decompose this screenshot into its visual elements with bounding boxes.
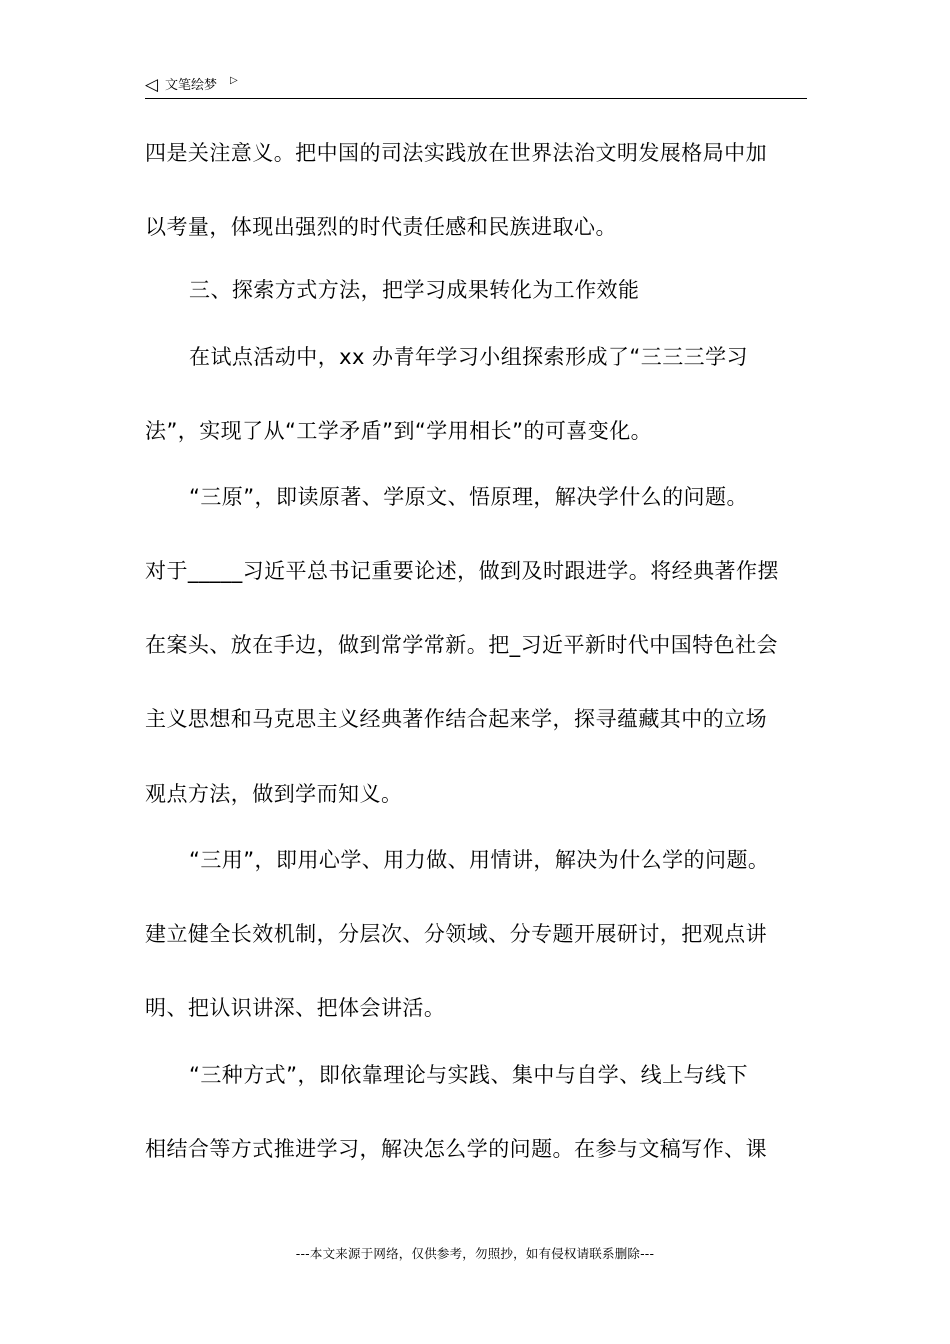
- text-line: 建立健全长效机制，分层次、分领域、分专题开展研讨，把观点讲: [145, 922, 768, 946]
- section-heading: 三、探索方式方法，把学习成果转化为工作效能: [189, 278, 640, 302]
- header-brand: 文笔绘梦: [165, 78, 218, 93]
- text-line: “三种方式”，即依靠理论与实践、集中与自学、线上与线下: [189, 1063, 748, 1087]
- text-line: 对于_____习近平总书记重要论述，做到及时跟进学。将经典著作摆: [145, 559, 779, 583]
- text-line: 相结合等方式推进学习，解决怎么学的问题。在参与文稿写作、课: [145, 1137, 768, 1161]
- left-triangle-icon: ◁: [145, 75, 159, 95]
- text-line: 四是关注意义。把中国的司法实践放在世界法治文明发展格局中加: [145, 141, 768, 165]
- page-header: [145, 74, 807, 98]
- text-line: 明、把认识讲深、把体会讲活。: [145, 996, 446, 1020]
- text-line: 法”，实现了从“工学矛盾”到“学用相长”的可喜变化。: [145, 419, 653, 443]
- text-line: 观点方法，做到学而知义。: [145, 782, 403, 806]
- header-divider: [145, 98, 807, 99]
- footer-disclaimer: ---本文来源于网络，仅供参考，勿照抄，如有侵权请联系删除---: [295, 1246, 655, 1261]
- text-line: 在试点活动中，xx 办青年学习小组探索形成了“三三三学习: [189, 345, 749, 369]
- text-line: 以考量，体现出强烈的时代责任感和民族进取心。: [145, 215, 617, 239]
- text-line: 主义思想和马克思主义经典著作结合起来学，探寻蕴藏其中的立场: [145, 707, 768, 731]
- text-line: “三原”，即读原著、学原文、悟原理，解决学什么的问题。: [189, 485, 748, 509]
- text-line: 在案头、放在手边，做到常学常新。把_习近平新时代中国特色社会: [145, 633, 778, 657]
- right-triangle-icon: ▷: [230, 75, 238, 86]
- text-line: “三用”，即用心学、用力做、用情讲，解决为什么学的问题。: [189, 848, 770, 872]
